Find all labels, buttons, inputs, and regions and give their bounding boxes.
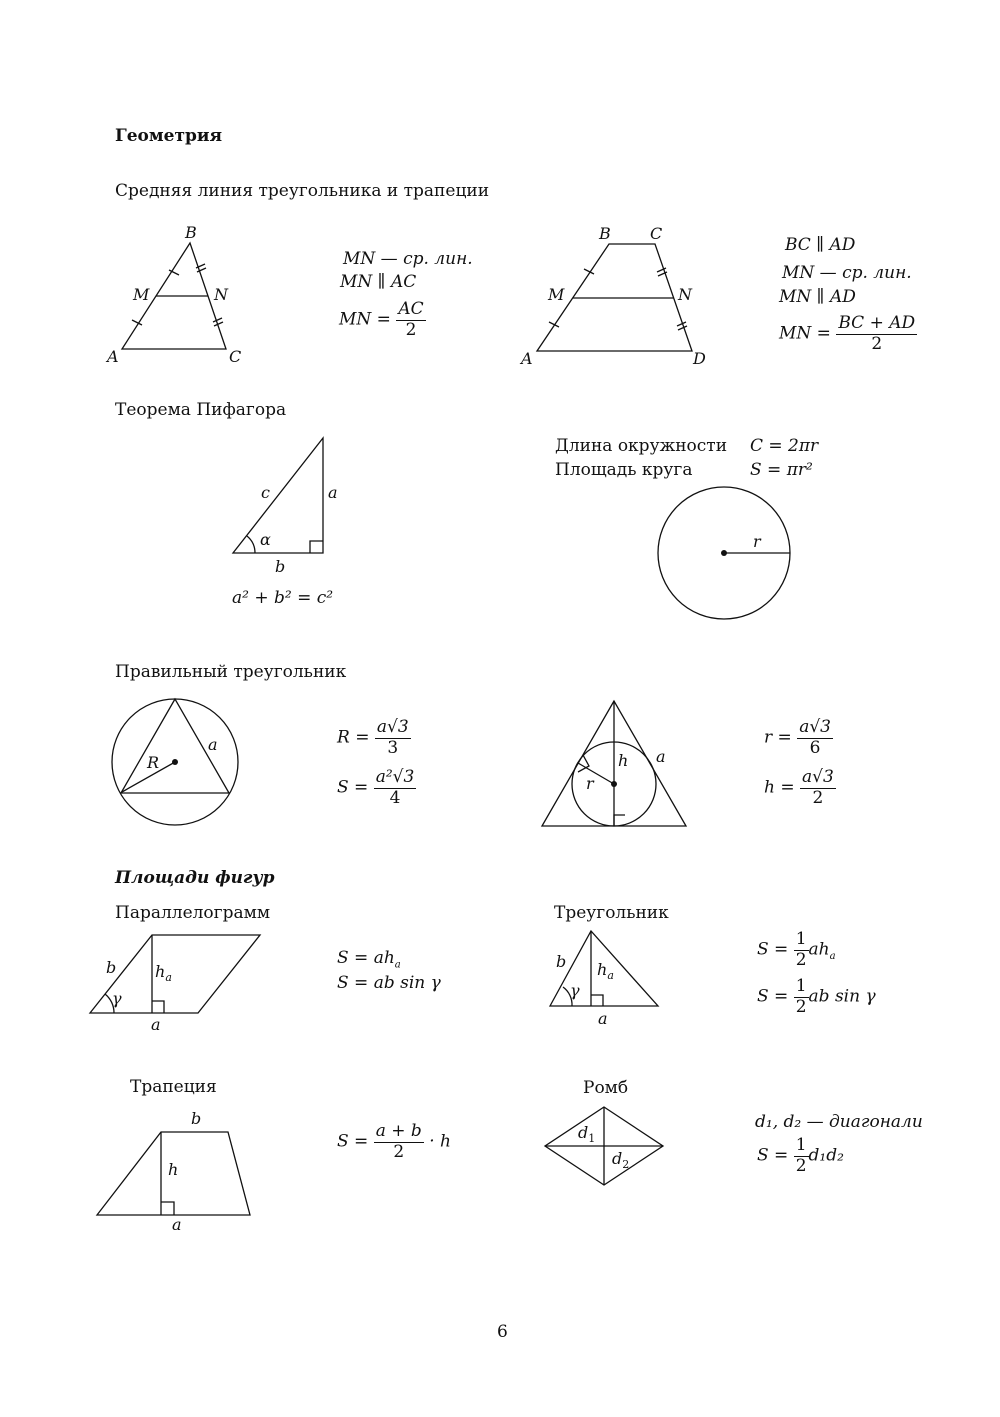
label-a-tri: a xyxy=(598,1009,608,1028)
label-a-trap: a xyxy=(172,1215,182,1234)
inradius-line xyxy=(578,763,614,784)
label-C: C xyxy=(229,347,242,366)
label-h-par: $h_a$ xyxy=(155,962,172,984)
rhombus-line1: d₁, d₂ — диагонали xyxy=(755,1112,923,1132)
label-N: N xyxy=(214,285,228,304)
formula-r-eq: r = $\frac{a√3}{6}$ xyxy=(764,717,831,758)
right-triangle-outline xyxy=(233,438,323,553)
midline-trap-line3: MN ∥ AD xyxy=(779,287,856,307)
label-alpha: α xyxy=(260,530,271,549)
midline-tri-line2: MN ∥ AC xyxy=(340,272,417,292)
triangle-formula-2: S = $\frac{1}{2}$ ab sin γ xyxy=(757,976,876,1017)
circle-center xyxy=(721,550,727,556)
triangle-formula-1: S = $\frac{1}{2}$ $ah_a$ xyxy=(757,929,836,970)
trapezoid-formula: S = $\frac{a + b}{2}$ · h xyxy=(337,1121,451,1162)
label-gamma-tri: γ xyxy=(570,981,580,1000)
label-D2: D xyxy=(693,349,706,368)
section-midline-heading: Средняя линия треугольника и трапеции xyxy=(115,181,490,201)
label-a-eq: a xyxy=(208,735,218,754)
parallelogram-formula-1: $S = ah_a$ xyxy=(337,948,401,971)
formula-h-eq: h = $\frac{a√3}{2}$ xyxy=(764,767,834,808)
rhombus-formula: S = $\frac{1}{2}$ d₁d₂ xyxy=(757,1135,844,1176)
label-h-eq: h xyxy=(618,751,629,770)
label-R: R xyxy=(147,753,160,772)
section-pythagoras-heading: Теорема Пифагора xyxy=(115,400,287,420)
label-a-par: a xyxy=(151,1015,161,1034)
label-M2: M xyxy=(548,285,565,304)
section-areas-heading: Площади фигур xyxy=(115,868,275,888)
label-b-tri: b xyxy=(556,952,567,971)
midline-trap-line1: BC ∥ AD xyxy=(785,235,856,255)
pythagoras-formula: a² + b² = c² xyxy=(232,588,334,608)
circle-area-formula: S = πr² xyxy=(750,460,813,480)
label-d2: $d_2$ xyxy=(612,1149,630,1171)
parallelogram-title: Параллелограмм xyxy=(115,903,271,923)
page-title: Геометрия xyxy=(115,126,223,146)
label-a: a xyxy=(328,483,338,502)
label-B: B xyxy=(185,223,197,242)
label-A: A xyxy=(107,347,119,366)
rhombus-title: Ромб xyxy=(583,1078,629,1098)
parallelogram-formula-2: S = ab sin γ xyxy=(337,973,441,993)
midline-tri-formula: MN = $\frac{AC}{2}$ xyxy=(339,299,424,340)
midline-trap-formula: MN = $\frac{BC + AD}{2}$ xyxy=(779,313,916,354)
page-number: 6 xyxy=(497,1322,508,1342)
label-b-par: b xyxy=(106,958,117,977)
formula-S-eq: S = $\frac{\text{a²√3}}{4}$ xyxy=(337,767,415,808)
circle-area-label: Площадь круга xyxy=(555,460,693,480)
label-c: c xyxy=(261,483,270,502)
label-A2: A xyxy=(521,349,533,368)
label-M: M xyxy=(133,285,150,304)
midline-trap-line2: MN — ср. лин. xyxy=(782,263,912,283)
label-a-eq2: a xyxy=(656,747,666,766)
triangle-title: Треугольник xyxy=(554,903,669,923)
label-h-trap: h xyxy=(168,1160,179,1179)
midline-tri-line1: MN — ср. лин. xyxy=(343,249,473,269)
trapezoid-title: Трапеция xyxy=(130,1077,217,1097)
label-B2: B xyxy=(599,224,611,243)
label-gamma-par: γ xyxy=(112,989,122,1008)
label-b-trap: b xyxy=(191,1109,202,1128)
label-b: b xyxy=(275,557,286,576)
label-C2: C xyxy=(650,224,663,243)
circle-length-label: Длина окружности xyxy=(555,436,728,456)
formula-R: R = $\frac{a√3}{3}$ xyxy=(337,717,409,758)
label-r-eq: r xyxy=(586,774,594,793)
label-r: r xyxy=(753,532,761,551)
label-d1: $d_1$ xyxy=(578,1123,596,1145)
label-N2: N xyxy=(678,285,692,304)
circle-length-formula: C = 2πr xyxy=(750,436,819,456)
label-h-tri: $h_a$ xyxy=(597,960,614,982)
section-equilateral-heading: Правильный треугольник xyxy=(115,662,347,682)
